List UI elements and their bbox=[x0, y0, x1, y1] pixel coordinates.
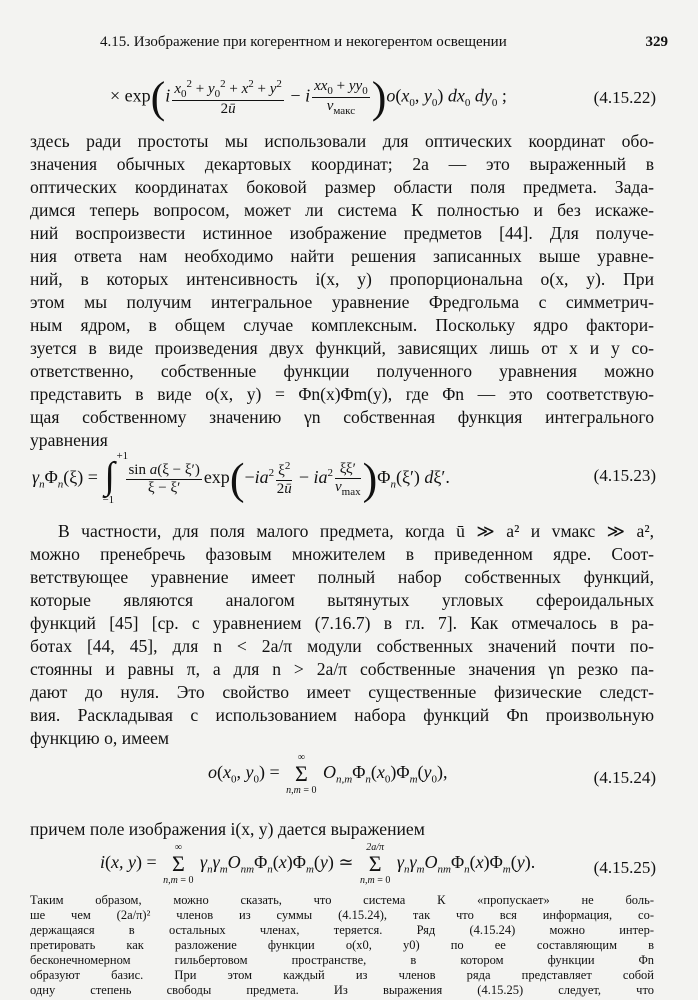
text-line: претировать как разложение функции o(x0, y0) по ее составляющим в bbox=[30, 938, 654, 952]
equation-4-15-25: i(x, y) = ∞ Σ n,m = 0 $\gamma_n\gamma_mO_{nm}\Phi_n(x)\Phi_m(y)$ ≃ 2a/π Σ n,m = 0 $\gamma_n\gamma_mO_{nm}\Phi_n(x)\Phi_m(y)$. bbox=[100, 842, 536, 886]
text-line: зуется в виде произведения двух функций, зависящих лишь от x и y со- bbox=[30, 338, 654, 358]
equation-4-15-22: × exp(i $\frac{x_0^2 + y_0^2 + x^2 + y^2}{2ū}$ − i $\frac{xx_0 + yy_0}{v_{макс}}$ )$o(x_0$, $y_0$) $dx_0$ $dy_0$ ; bbox=[110, 73, 507, 122]
text-line: стоянны и равны π, а для n > 2a/π собственные значения γn резко па- bbox=[30, 659, 654, 679]
text-line: представить в виде o(x, y) = Φn(x)Φm(y), где Φn — это соответствую- bbox=[30, 384, 654, 404]
equation-number: (4.15.25) bbox=[593, 858, 656, 877]
equation-4-15-24: $o(x_0$, $y_0$) = ∞ Σ n,m = 0 $O_{n,m}\Phi_n(x_0)\Phi_m(y_0)$, bbox=[208, 752, 448, 796]
text-line: ний, в которых интенсивность i(x, y) пропорциональна o(x, y). При bbox=[30, 269, 654, 289]
equation-4-15-23: $\gamma_n\Phi_n(\xi)$ = ∫ +1 −1 $\frac{\text{sin a(ξ − ξ′)}}{\xi - \xi'}$ $\exp(-ia^2$ $\frac{\xi^2}{2ū}$ − $ia^2$ $\frac{\xi\xi'}{v_{max}}$ )$\Phi_n(\xi')$ dξ′. bbox=[32, 450, 450, 506]
text-line: ботах [44, 45], для n < 2a/π модули собственных значений почти по- bbox=[30, 636, 654, 656]
equation-number: (4.15.24) bbox=[593, 768, 656, 787]
page-number: 329 bbox=[645, 34, 668, 50]
text-line: значения обычных декартовых координат; 2a — это выраженный в bbox=[30, 154, 654, 174]
text-line: ветствующее уравнение имеет полный набор собственных функций, bbox=[30, 567, 654, 587]
text-line: образуют базис. При этом каждый из членов ряда представляет собой bbox=[30, 968, 654, 982]
text-line: щая собственному значению γn собственная функция интегрального bbox=[30, 407, 654, 427]
text-line: одну степень свободы предмета. Из выражения (4.15.25) следует, что bbox=[30, 983, 654, 997]
text-line: которые являются аналогом вытянутых угловых сфероидальных bbox=[30, 590, 654, 610]
text-line: этом мы получим интегральное уравнение Фредгольма с симметрич- bbox=[30, 292, 654, 312]
text-line: Таким образом, можно сказать, что система К «пропускает» не боль- bbox=[30, 893, 654, 907]
chapter-title: 4.15. Изображение при когерентном и некогерентом освещении bbox=[100, 34, 507, 50]
text-line: уравнения bbox=[30, 430, 108, 450]
text-line: здесь ради простоты мы использовали для оптических координат обо- bbox=[30, 131, 654, 151]
text-line: бесконечномерном гильбертовом пространстве, в котором функции Φn bbox=[30, 953, 654, 967]
text-line: димся теперь вопросом, может ли система К полностью и без искаже- bbox=[30, 200, 654, 220]
equation-number: (4.15.23) bbox=[593, 466, 656, 485]
text-line: В частности, для поля малого предмета, когда ū ≫ a² и vмакс ≫ a², bbox=[58, 521, 654, 541]
text-line: вия. Раскладывая с использованием набора функций Φn произвольную bbox=[30, 705, 654, 725]
text-line: ше чем (2a/π)² членов из суммы (4.15.24), так что вся информация, со- bbox=[30, 908, 654, 922]
text-line: причем поле изображения i(x, y) дается выражением bbox=[30, 819, 425, 839]
text-line: дают до нуля. Это свойство имеет существенные физические следст- bbox=[30, 682, 654, 702]
text-line: ным ядром, в общем случае комплексным. Поскольку ядро фактори- bbox=[30, 315, 654, 335]
text-line: можно пренебречь фазовым множителем в приведенном ядре. Соот- bbox=[30, 544, 654, 564]
text-line: оптических координатах боковой размер области поля предмета. Зада- bbox=[30, 177, 654, 197]
text-line: держащаяся в остальных членах, теряется. Ряд (4.15.24) можно интер- bbox=[30, 923, 654, 937]
text-line: функций [45] [ср. с уравнением (7.16.7) в гл. 7]. Как отмечалось в ра- bbox=[30, 613, 654, 633]
text-line: функцию o, имеем bbox=[30, 728, 169, 748]
text-line: ния ответа нам необходимо найти решения записанных выше уравне- bbox=[30, 246, 654, 266]
equation-number: (4.15.22) bbox=[593, 88, 656, 107]
text-line: ний воспроизвести истинное изображение предметов [44]. Для получе- bbox=[30, 223, 654, 243]
text-line: ответственно, собственные функции полученного уравнения можно bbox=[30, 361, 654, 381]
